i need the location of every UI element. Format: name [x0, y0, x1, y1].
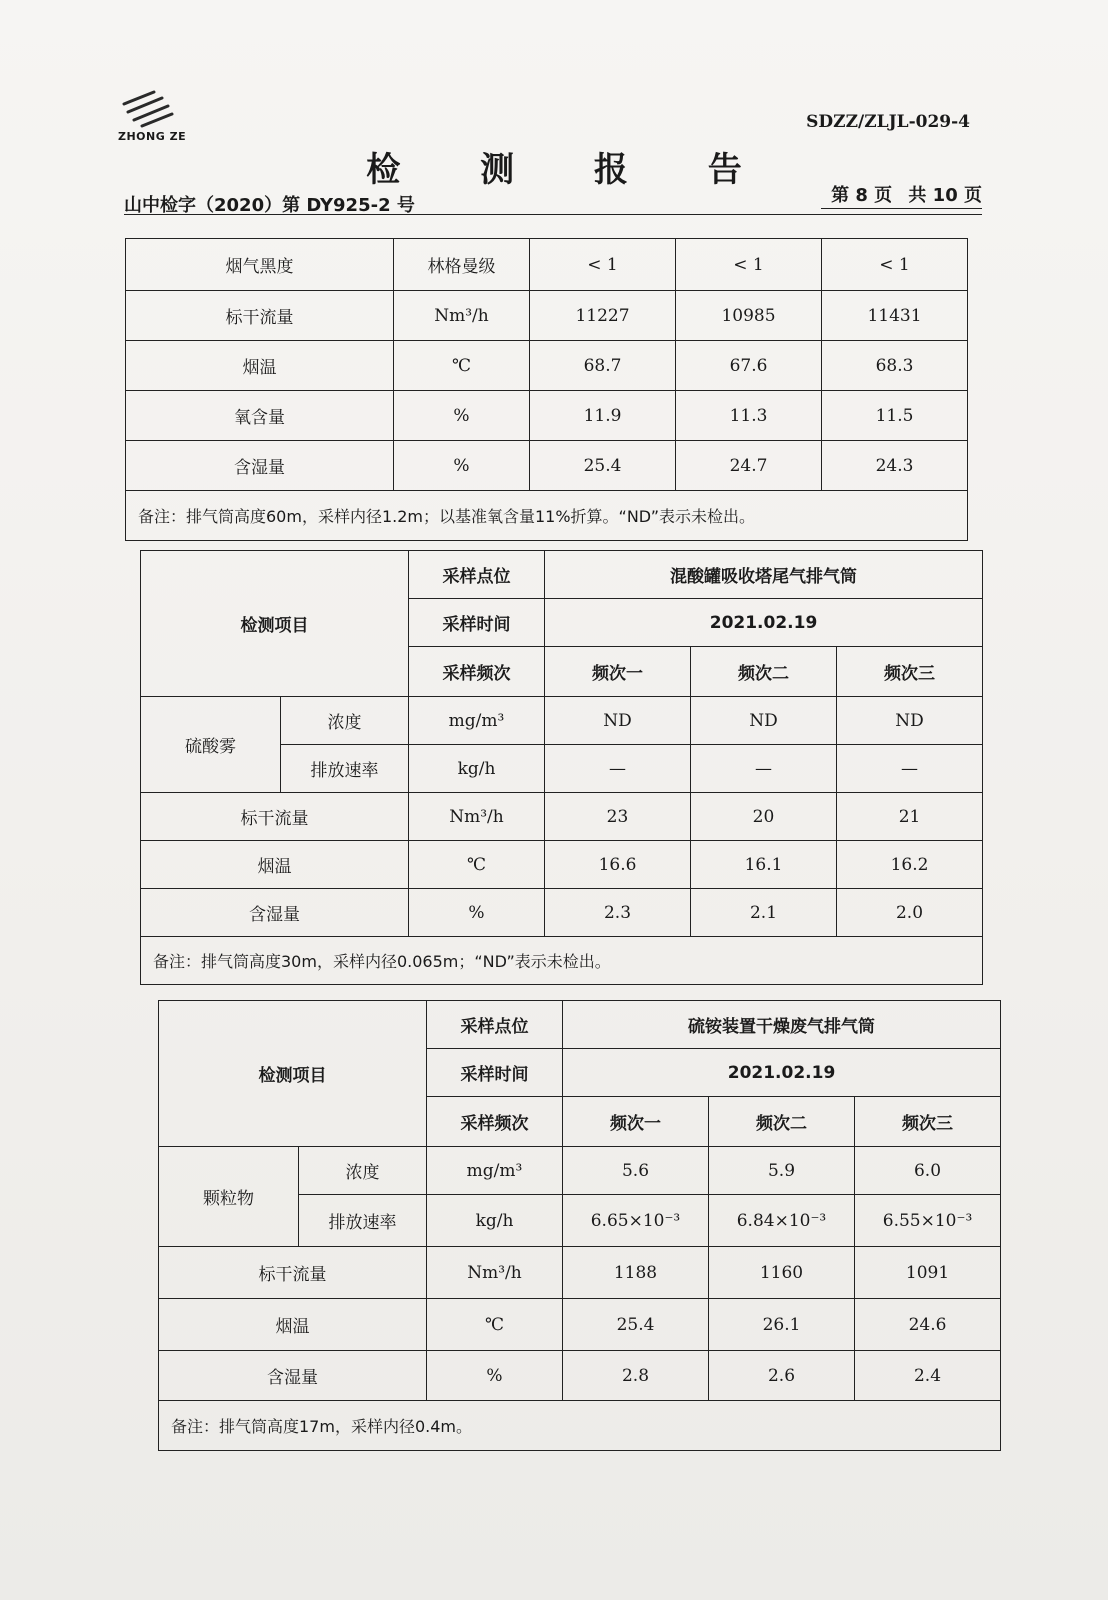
freq-cell: 频次三 [855, 1097, 1001, 1147]
value-cell: 23 [545, 793, 691, 841]
unit-cell: ℃ [427, 1299, 563, 1351]
table-note: 备注：排气筒高度30m，采样内径0.065m；“ND”表示未检出。 [141, 937, 983, 985]
rate-label: 排放速率 [299, 1195, 427, 1247]
value-cell: < 1 [822, 239, 968, 291]
table-row [141, 841, 983, 889]
table-row [159, 1299, 1001, 1351]
value-cell: 20 [691, 793, 837, 841]
note-row [126, 491, 968, 541]
table-particulate-matter [158, 1000, 1001, 1451]
value-cell: 26.1 [709, 1299, 855, 1351]
page-title: 检 测 报 告 [366, 150, 776, 190]
unit-cell: Nm³/h [409, 793, 545, 841]
value-cell: — [545, 745, 691, 793]
value-cell: 24.6 [855, 1299, 1001, 1351]
item-cell: 标干流量 [159, 1247, 427, 1299]
conc-label: 浓度 [299, 1147, 427, 1195]
table-row [126, 441, 968, 491]
freq-label: 采样频次 [427, 1097, 563, 1147]
item-cell: 烟气黑度 [126, 239, 394, 291]
point-label: 采样点位 [427, 1001, 563, 1049]
time-value: 2021.02.19 [545, 599, 983, 647]
value-cell: 67.6 [676, 341, 822, 391]
value-cell: — [691, 745, 837, 793]
value-cell: 11431 [822, 291, 968, 341]
point-value: 混酸罐吸收塔尾气排气筒 [545, 551, 983, 599]
unit-cell: Nm³/h [427, 1247, 563, 1299]
value-cell: 24.3 [822, 441, 968, 491]
unit-cell: ℃ [409, 841, 545, 889]
unit-cell: mg/m³ [427, 1147, 563, 1195]
table-row [159, 1001, 1001, 1049]
value-cell: 25.4 [530, 441, 676, 491]
logo-text: ZHONG ZE [118, 130, 187, 143]
value-cell: 1091 [855, 1247, 1001, 1299]
unit-cell: mg/m³ [409, 697, 545, 745]
value-cell: 68.3 [822, 341, 968, 391]
value-cell: 24.7 [676, 441, 822, 491]
table-row [126, 391, 968, 441]
freq-cell: 频次二 [709, 1097, 855, 1147]
unit-cell: Nm³/h [394, 291, 530, 341]
table-note: 备注：排气筒高度17m，采样内径0.4m。 [159, 1401, 1001, 1451]
point-value: 硫铵装置干燥废气排气筒 [563, 1001, 1001, 1049]
freq-cell: 频次一 [563, 1097, 709, 1147]
value-cell: — [837, 745, 983, 793]
unit-cell: % [394, 441, 530, 491]
value-cell: 11.3 [676, 391, 822, 441]
table-sulfuric-acid-mist [140, 550, 983, 985]
document-code: SDZZ/ZLJL-029-4 [806, 112, 970, 132]
table-row [126, 291, 968, 341]
table-row [126, 341, 968, 391]
value-cell: 16.6 [545, 841, 691, 889]
page-number: 第 8 页 [831, 185, 893, 206]
time-label: 采样时间 [427, 1049, 563, 1097]
value-cell: 2.6 [709, 1351, 855, 1401]
value-cell: 6.65×10⁻³ [563, 1195, 709, 1247]
value-cell: 21 [837, 793, 983, 841]
unit-cell: 林格曼级 [394, 239, 530, 291]
table-row [159, 1351, 1001, 1401]
value-cell: 5.9 [709, 1147, 855, 1195]
value-cell: 2.8 [563, 1351, 709, 1401]
table-row [141, 793, 983, 841]
item-cell: 含湿量 [141, 889, 409, 937]
value-cell: 16.1 [691, 841, 837, 889]
table-row [159, 1247, 1001, 1299]
value-cell: 6.0 [855, 1147, 1001, 1195]
item-cell: 含湿量 [159, 1351, 427, 1401]
value-cell: 11.9 [530, 391, 676, 441]
item-cell: 标干流量 [141, 793, 409, 841]
value-cell: 6.84×10⁻³ [709, 1195, 855, 1247]
unit-cell: kg/h [427, 1195, 563, 1247]
pollutant-name: 硫酸雾 [141, 697, 281, 793]
pollutant-name: 颗粒物 [159, 1147, 299, 1247]
item-cell: 烟温 [159, 1299, 427, 1351]
item-header: 检测项目 [141, 551, 409, 697]
header-divider [124, 214, 982, 215]
value-cell: < 1 [676, 239, 822, 291]
table-row [141, 697, 983, 745]
value-cell: ND [691, 697, 837, 745]
total-pages: 共 10 页 [908, 185, 982, 206]
item-cell: 氧含量 [126, 391, 394, 441]
value-cell: ND [545, 697, 691, 745]
value-cell: 5.6 [563, 1147, 709, 1195]
company-logo [118, 86, 198, 146]
item-cell: 标干流量 [126, 291, 394, 341]
value-cell: ND [837, 697, 983, 745]
value-cell: 6.55×10⁻³ [855, 1195, 1001, 1247]
item-cell: 烟温 [126, 341, 394, 391]
value-cell: 11227 [530, 291, 676, 341]
freq-cell: 频次三 [837, 647, 983, 697]
conc-label: 浓度 [281, 697, 409, 745]
rate-label: 排放速率 [281, 745, 409, 793]
freq-cell: 频次一 [545, 647, 691, 697]
item-cell: 含湿量 [126, 441, 394, 491]
note-row [159, 1401, 1001, 1451]
time-value: 2021.02.19 [563, 1049, 1001, 1097]
value-cell: 11.5 [822, 391, 968, 441]
freq-label: 采样频次 [409, 647, 545, 697]
value-cell: 25.4 [563, 1299, 709, 1351]
value-cell: 10985 [676, 291, 822, 341]
time-label: 采样时间 [409, 599, 545, 647]
value-cell: 2.0 [837, 889, 983, 937]
value-cell: 2.1 [691, 889, 837, 937]
report-number: 山中检字（2020）第 DY925-2 号 [124, 195, 415, 216]
table-row [141, 889, 983, 937]
value-cell: < 1 [530, 239, 676, 291]
table-row [141, 551, 983, 599]
value-cell: 2.4 [855, 1351, 1001, 1401]
value-cell: 1188 [563, 1247, 709, 1299]
value-cell: 68.7 [530, 341, 676, 391]
value-cell: 1160 [709, 1247, 855, 1299]
page-info [821, 181, 982, 209]
freq-cell: 频次二 [691, 647, 837, 697]
value-cell: 16.2 [837, 841, 983, 889]
table-row [126, 239, 968, 291]
unit-cell: ℃ [394, 341, 530, 391]
table-flue-gas-continued [125, 238, 968, 541]
unit-cell: % [409, 889, 545, 937]
table-note: 备注：排气筒高度60m，采样内径1.2m；以基准氧含量11%折算。“ND”表示未检出。 [126, 491, 968, 541]
note-row [141, 937, 983, 985]
item-cell: 烟温 [141, 841, 409, 889]
unit-cell: kg/h [409, 745, 545, 793]
table-row [159, 1147, 1001, 1195]
unit-cell: % [394, 391, 530, 441]
unit-cell: % [427, 1351, 563, 1401]
item-header: 检测项目 [159, 1001, 427, 1147]
point-label: 采样点位 [409, 551, 545, 599]
zhongze-logo-icon [118, 86, 178, 130]
value-cell: 2.3 [545, 889, 691, 937]
